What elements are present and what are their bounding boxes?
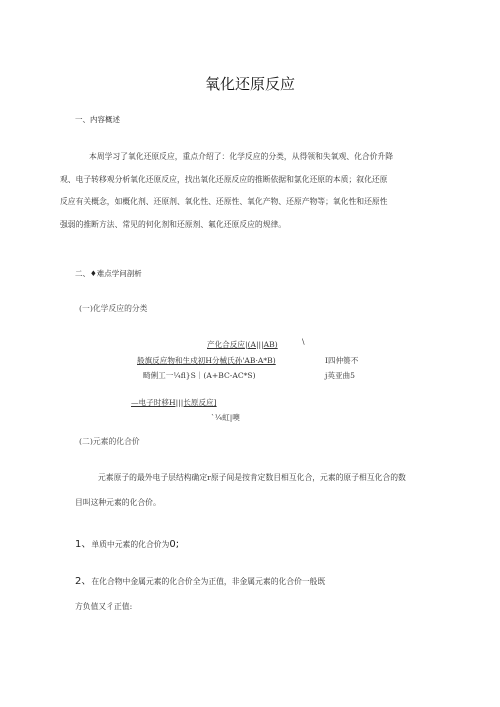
section-1-heading: 一、内容概述 <box>75 115 120 124</box>
paragraph-line: 强弱的推断方法、常见的何化剂和还原剂、氟化还原反应的规律。 <box>60 219 287 229</box>
paragraph-line: 反应有关概念，如概化剂、还原剂、氧化性、还原性、氧化产物、还原产物等；氧化性和还原性 <box>60 197 388 206</box>
paragraph-line: 本周学习了氧化还原反应，重点介绍了：化学反应的分类，从得领和失氧观、化合价升降 <box>89 152 394 161</box>
page-title: 氧化还原反应 <box>204 75 295 93</box>
list-item-1-text: 单质中元素的化合价为 <box>91 540 170 549</box>
list-item-2-continuation: 方负值又彳正值: <box>75 602 133 611</box>
list-item-1-value: 0; <box>169 539 180 550</box>
diagram-bracket-mark: \ <box>302 337 305 346</box>
list-item-2-text: 在化合物中金属元素的化合价全为正值，非金属元素的化合价一般既 <box>91 577 326 586</box>
diagram-nonredox-label: `¼虹|噢 <box>211 413 240 422</box>
diagram-right-label-1: I四仲篑不 <box>325 356 359 365</box>
paragraph-line: 观、电子转移观分析氧化还原反应，找出氧化还原反应的推断依据和氯化还原的本质；叙化还原 <box>60 174 388 184</box>
subsection-reaction-classification: (一)化学反应的分类 <box>79 304 148 313</box>
diagram-right-label-2: j英亚曲5 <box>325 371 355 380</box>
section-1-paragraph <box>60 146 440 236</box>
section-2-heading: 二、♦难点学问剖析 <box>75 269 142 278</box>
valence-paragraph-line-2: 目叫这种元素的化合价。 <box>75 498 161 507</box>
list-item-1-number: 1、 <box>75 539 92 550</box>
diagram-decomposition-reaction: 般旗反应物和生戍初H分械氏孙'AB·A*B) <box>137 356 276 365</box>
list-item-1 <box>75 535 179 550</box>
list-item-2-number: 2、 <box>75 576 92 587</box>
diagram-displacement-reaction: 畸俐工一¼fl}S｜(A+BC-AC*S) <box>143 371 256 380</box>
diagram-redox-reaction: —电子时移H|||长原反应] <box>131 398 217 407</box>
subsection-valence: (二)元素的化合价 <box>79 437 140 446</box>
valence-paragraph-line-1: 元素原子的最外电子层结构确定r原子间是按肯定数目相互化合，元素的原子相互化合的数 <box>98 473 406 482</box>
list-item-2 <box>75 572 325 587</box>
diagram-combination-reaction: 产化合反应|(A|||AB) <box>207 340 278 349</box>
